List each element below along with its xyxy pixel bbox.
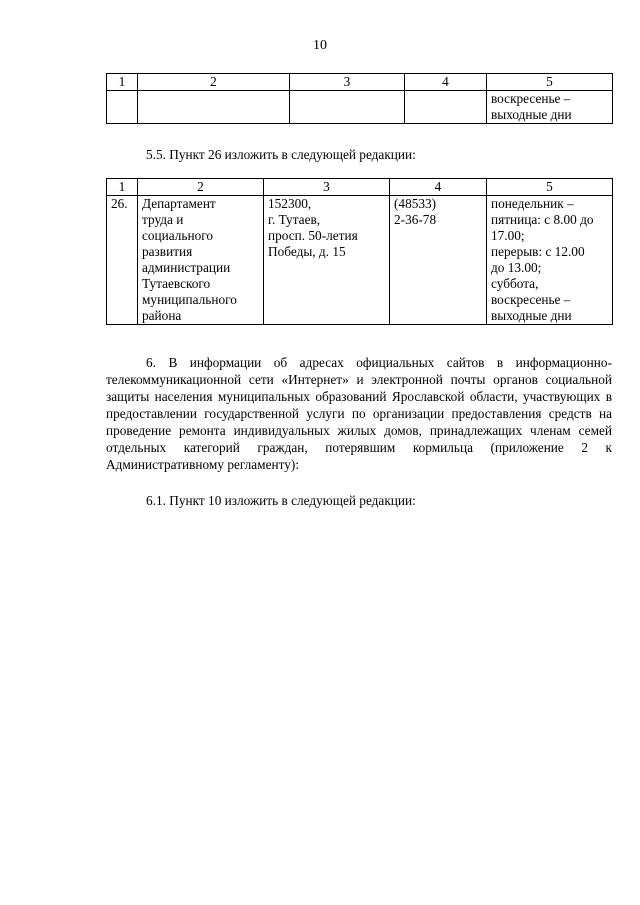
table-cell-schedule xyxy=(487,196,613,325)
paragraph-5-5: 5.5. Пункт 26 изложить в следующей редакции: xyxy=(146,147,416,162)
table-department xyxy=(106,178,613,325)
table-header-cell: 4 xyxy=(405,74,487,91)
paragraph-6-1: 6.1. Пункт 10 изложить в следующей редакции: xyxy=(146,493,416,508)
table-header-cell: 1 xyxy=(107,179,138,196)
schedule-line: выходные дни xyxy=(491,308,572,323)
table-header-cell: 3 xyxy=(264,179,390,196)
schedule-line: понедельник – xyxy=(491,196,574,211)
address-line: просп. 50-летия xyxy=(268,228,358,243)
name-line: администрации xyxy=(142,260,231,275)
schedule-line: до 13.00; xyxy=(491,260,542,275)
schedule-line: пятница: с 8.00 до xyxy=(491,212,594,227)
table-header-cell: 2 xyxy=(138,74,290,91)
phone-line: 2-36-78 xyxy=(394,212,437,227)
table-cell-phone xyxy=(390,196,487,325)
name-line: Тутаевского xyxy=(142,276,211,291)
name-line: района xyxy=(142,308,182,323)
table-header-cell: 1 xyxy=(107,74,138,91)
table-cell-number: 26. xyxy=(107,196,138,325)
table-row xyxy=(107,196,613,325)
table-cell-schedule xyxy=(487,91,613,124)
schedule-line: воскресенье – xyxy=(491,91,571,106)
table-cell-department-name xyxy=(138,196,264,325)
phone-line: (48533) xyxy=(394,196,437,211)
page-number: 10 xyxy=(313,38,327,53)
name-line: развития xyxy=(142,244,193,259)
table-header-cell: 5 xyxy=(487,74,613,91)
paragraph-6: 6. В информации об адресах официальных сайтов в информационно-телекоммуникационной сети «Интернет» и электронной почты органов социальной защиты населения муниципальных образований Ярославской области, участвующих в предоставлении государственной услуги по организации предоставления средств на проведение ремонта индивидуальных жилых домов, принадлежащих членам семей отдельных категорий граждан, потерявшим кормильца (приложение 2 к Административному регламенту): xyxy=(106,355,612,472)
name-line: труда и xyxy=(142,212,184,227)
table-header-cell: 2 xyxy=(138,179,264,196)
table-row xyxy=(107,91,613,124)
table-cell xyxy=(107,91,138,124)
table-continuation xyxy=(106,73,613,124)
table-cell xyxy=(290,91,405,124)
table-cell-address xyxy=(264,196,390,325)
table-header-row xyxy=(107,179,613,196)
address-line: Победы, д. 15 xyxy=(268,244,346,259)
address-line: г. Тутаев, xyxy=(268,212,321,227)
name-line: Департамент xyxy=(142,196,216,211)
name-line: муниципального xyxy=(142,292,237,307)
table-header-cell: 4 xyxy=(390,179,487,196)
schedule-line: воскресенье – xyxy=(491,292,571,307)
table-header-row xyxy=(107,74,613,91)
name-line: социального xyxy=(142,228,214,243)
table-cell xyxy=(405,91,487,124)
address-line: 152300, xyxy=(268,196,312,211)
table-header-cell: 3 xyxy=(290,74,405,91)
table-cell xyxy=(138,91,290,124)
schedule-line: 17.00; xyxy=(491,228,525,243)
schedule-line: выходные дни xyxy=(491,107,572,122)
schedule-line: суббота, xyxy=(491,276,539,291)
table-header-cell: 5 xyxy=(487,179,613,196)
schedule-line: перерыв: с 12.00 xyxy=(491,244,585,259)
